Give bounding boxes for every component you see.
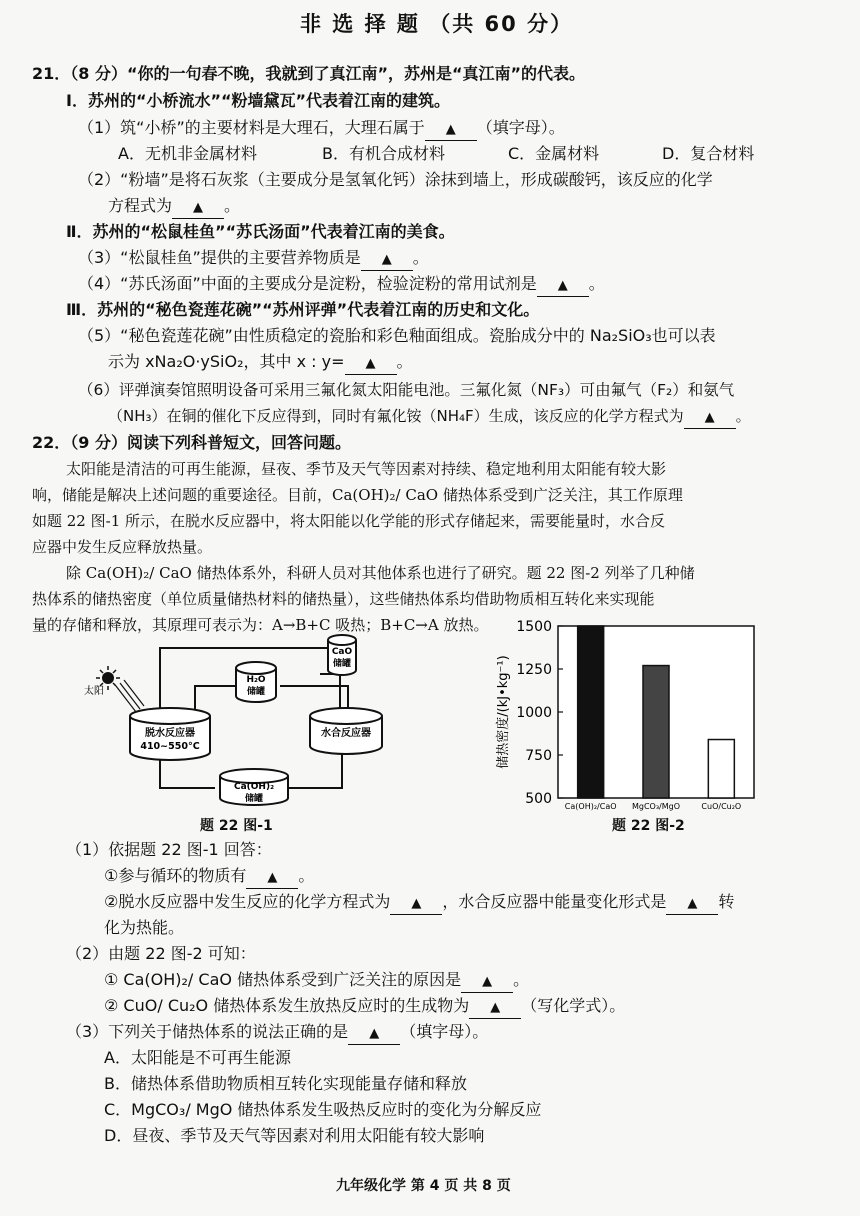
x-tick-label: Ca(OH)₂/CaO [564, 802, 617, 811]
pipe-cao-to-hydrator [320, 674, 340, 712]
answer-blank: ▲ [469, 998, 521, 1019]
bar [643, 666, 669, 798]
q21-sub3: （3）“松鼠桂鱼”提供的主要营养物质是 ▲ 。 [78, 248, 429, 271]
q21-part2: Ⅱ．苏州的“松鼠桂鱼”“苏氏汤面”代表着江南的美食。 [66, 222, 455, 241]
q22-passage-p2-l3: 量的存储和释放，其原理可表示为：A→B+C 吸热；B+C→A 放热。 [32, 616, 489, 634]
answer-blank: ▲ [425, 120, 477, 141]
figure-22-2-chart [495, 620, 765, 815]
page-footer: 九年级化学 第 4 页 共 8 页 [336, 1178, 511, 1194]
y-axis-label: 储热密度/(kJ•kg⁻¹) [496, 655, 511, 769]
q22-sub3-opt-b: B．储热体系借助物质相互转化实现能量存储和释放 [104, 1074, 467, 1093]
q22-passage-p2-l1: 除 Ca(OH)₂/ CaO 储热体系外，科研人员对其他体系也进行了研究。题 22 图-2 列举了几种储 [66, 564, 695, 582]
answer-blank: ▲ [537, 276, 589, 297]
q22-sub3-opt-a: A．太阳能是不可再生能源 [104, 1048, 291, 1067]
cao-tank-sublabel: 储罐 [332, 659, 352, 669]
y-tick-label: 1250 [516, 662, 552, 678]
answer-blank: ▲ [348, 1024, 400, 1045]
figure-22-1-diagram [70, 628, 410, 808]
cao-tank-label: CaO [331, 647, 353, 657]
q22-sub2: （2）由题 22 图-2 可知： [66, 944, 256, 963]
q22-stem: 22．（9 分）阅读下列科普短文，回答问题。 [32, 433, 351, 452]
answer-blank: ▲ [361, 250, 413, 271]
q22-sub1-2-line2: 化为热能。 [104, 918, 185, 937]
q21-sub5-line2: 示为 xNa₂O·ySiO₂，其中 x : y= ▲ 。 [108, 352, 413, 375]
q21-opt-a: A．无机非金属材料 [118, 144, 257, 163]
x-labels [565, 802, 741, 811]
q22-sub3: （3）下列关于储热体系的说法正确的是 ▲ （填字母）。 [66, 1022, 488, 1045]
q22-passage-p2-l2: 热体系的储热密度（单位质量储热材料的储热量），这些储热体系均借助物质相互转化来实现能 [32, 590, 655, 608]
q22-sub1-1: ①参与循环的物质有 ▲ 。 [104, 866, 314, 889]
answer-blank: ▲ [246, 868, 298, 889]
bar [578, 626, 604, 798]
figure-22-2-caption: 题 22 图-2 [612, 818, 685, 834]
y-tick-label: 1500 [516, 620, 552, 635]
q22-sub3-opt-d: D．昼夜、季节及天气等因素对利用太阳能有较大影响 [104, 1126, 485, 1145]
q21-sub6-line1: （6）评弹演奏馆照明设备可采用三氟化氮太阳能电池。三氟化氮（NF₃）可由氟气（F₂）和氨气 [78, 381, 735, 399]
x-tick-label: MgCO₃/MgO [631, 802, 681, 811]
q21-sub5-line1: （5）“秘色瓷莲花碗”由性质稳定的瓷胎和彩色釉面组成。瓷胎成分中的 Na₂SiO₃也可以表 [78, 326, 716, 345]
x-tick-label: CuO/Cu₂O [701, 802, 742, 811]
caoh2-tank-label: Ca(OH)₂ [233, 782, 275, 792]
q22-passage-p1-l4: 应器中发生反应释放热量。 [32, 538, 213, 556]
h2o-tank-sublabel: 储罐 [246, 687, 266, 697]
bar [708, 740, 734, 798]
answer-blank: ▲ [684, 408, 736, 429]
h2o-tank-label: H₂O [246, 675, 266, 685]
answer-blank: ▲ [461, 972, 513, 993]
q22-sub1-2-line1: ②脱水反应器中发生反应的化学方程式为 ▲ ，水合反应器中能量变化形式是 ▲ 转 [104, 892, 734, 915]
q21-part3: Ⅲ．苏州的“秘色瓷莲花碗”“苏州评弹”代表着江南的历史和文化。 [66, 300, 540, 319]
q22-passage-p1-l1: 太阳能是清洁的可再生能源，昼夜、季节及天气等因素对持续、稳定地利用太阳能有较大影 [66, 460, 667, 478]
hydrator-label: 水合反应器 [321, 728, 371, 739]
q21-sub2-line1: （2）“粉墙”是将石灰浆（主要成分是氢氧化钙）涂抹到墙上，形成碳酸钙，该反应的化学 [78, 170, 713, 189]
q21-opt-d: D．复合材料 [662, 144, 755, 163]
answer-blank: ▲ [172, 198, 224, 219]
y-tick-label: 750 [525, 748, 552, 764]
section-title: 非 选 择 题 （共 60 分） [300, 12, 574, 36]
q22-sub2-1: ① Ca(OH)₂/ CaO 储热体系受到广泛关注的原因是 ▲ 。 [104, 970, 529, 993]
q21-sub6-line2: （NH₃）在铜的催化下反应得到，同时有氟化铵（NH₄F）生成，该反应的化学方程式为 ▲ 。 [108, 406, 751, 429]
answer-blank: ▲ [345, 354, 397, 375]
answer-blank: ▲ [390, 894, 442, 915]
figure-22-1-caption: 题 22 图-1 [200, 818, 273, 834]
q21-stem: 21．（8 分）“你的一句春不晚，我就到了真江南”，苏州是“真江南”的代表。 [32, 64, 586, 83]
q21-opt-c: C．金属材料 [508, 144, 600, 163]
q22-sub1: （1）依据题 22 图-1 回答： [66, 840, 272, 859]
y-ticks [516, 620, 563, 807]
q22-passage-p1-l3: 如题 22 图-1 所示，在脱水反应器中，将太阳能以化学能的形式存储起来，需要能量时，水合反 [32, 512, 666, 530]
q21-sub1: （1）筑“小桥”的主要材料是大理石，大理石属于 ▲ （填字母）。 [78, 118, 565, 141]
q21-sub2-line2: 方程式为 ▲ 。 [108, 196, 240, 219]
caoh2-tank-sublabel: 储罐 [244, 794, 264, 804]
dehydrator-temp-label: 410~550°C [140, 741, 200, 752]
q22-passage-p1-l2: 响，储能是解决上述问题的重要途径。目前，Ca(OH)₂/ CaO 储热体系受到广泛关注，其工作原理 [32, 486, 683, 504]
q22-sub3-opt-c: C．MgCO₃/ MgO 储热体系发生吸热反应时的变化为分解反应 [104, 1100, 542, 1119]
q22-sub2-2: ② CuO/ Cu₂O 储热体系发生放热反应时的生成物为 ▲ （写化学式）。 [104, 996, 625, 1019]
y-tick-label: 1000 [516, 705, 552, 721]
q21-sub4: （4）“苏氏汤面”中面的主要成分是淀粉，检验淀粉的常用试剂是 ▲ 。 [78, 274, 605, 297]
dehydrator-label: 脱水反应器 [145, 728, 195, 739]
sun-label: 太阳 [84, 686, 104, 697]
q21-opt-b: B．有机合成材料 [322, 144, 445, 163]
q21-part1: Ⅰ．苏州的“小桥流水”“粉墙黛瓦”代表着江南的建筑。 [66, 91, 451, 110]
answer-blank: ▲ [666, 894, 718, 915]
y-tick-label: 500 [525, 791, 552, 807]
